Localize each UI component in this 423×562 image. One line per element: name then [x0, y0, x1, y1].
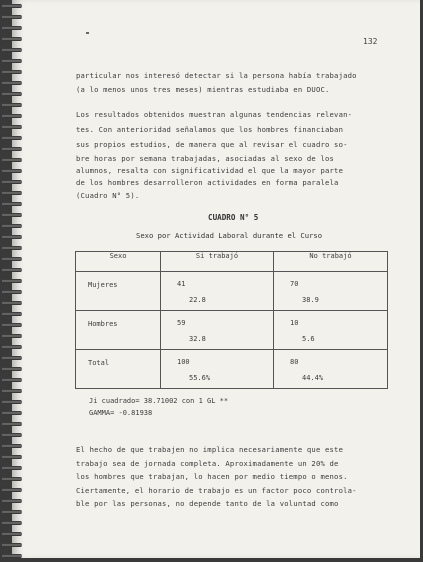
paragraph-2-line: alumnos, resalta con significatividad el que la mayor parte [76, 166, 344, 175]
paragraph-3-line: El hecho de que trabajen no implica necesariamente que este [76, 445, 344, 454]
binding-ring [2, 191, 22, 195]
table-cell [76, 311, 161, 350]
paragraph-1-line: particular nos interesó detectar si la persona había trabajado [76, 71, 357, 80]
paragraph-3-line: los hombres que trabajan, lo hacen por medio tiempo o menos. [76, 472, 348, 481]
binding-ring [2, 356, 22, 360]
binding-ring [2, 455, 22, 459]
paragraph-1-line: (a lo menos unos tres meses) mientras estudiaba en DUOC. [76, 85, 330, 94]
binding-ring [2, 26, 22, 30]
percent-value: 5.6 [302, 335, 315, 343]
binding-ring [2, 257, 22, 261]
binding-ring [2, 422, 22, 426]
paragraph-3-line: trabajo sea de jornada completa. Aproximadamente un 20% de [76, 459, 339, 468]
percent-value: 44.4% [302, 374, 324, 382]
binding-ring [2, 367, 22, 371]
data-table [75, 251, 388, 389]
binding-ring [2, 444, 22, 448]
count-value: 70 [290, 280, 299, 288]
row-label: Total [88, 359, 110, 367]
table-cell [161, 350, 274, 389]
table-caption: CUADRO N° 5 [208, 213, 259, 222]
column-header: Sexo [76, 252, 161, 272]
count-value: 41 [177, 280, 186, 288]
row-label: Mujeres [88, 281, 118, 289]
table-cell [274, 350, 388, 389]
binding-ring [2, 510, 22, 514]
binding-ring [2, 114, 22, 118]
document-page [12, 0, 420, 558]
binding-ring [2, 202, 22, 206]
table-row [76, 350, 388, 389]
percent-value: 22.8 [189, 296, 206, 304]
binding-ring [2, 477, 22, 481]
table-cell [161, 272, 274, 311]
binding-ring [2, 433, 22, 437]
count-value: 100 [177, 358, 190, 366]
binding-ring [2, 499, 22, 503]
percent-value: 55.6% [189, 374, 211, 382]
paragraph-3-line: ble por las personas, no depende tanto de la voluntad como [76, 499, 339, 508]
binding-ring [2, 268, 22, 272]
binding-ring [2, 378, 22, 382]
binding-ring [2, 224, 22, 228]
binding-ring [2, 147, 22, 151]
binding-ring [2, 59, 22, 63]
binding-ring [2, 213, 22, 217]
binding-ring [2, 488, 22, 492]
binding-ring [2, 81, 22, 85]
table-row [76, 272, 388, 311]
paragraph-2-line: de los hombres desarrolleron actividades en forma paralela [76, 178, 339, 187]
binding-ring [2, 466, 22, 470]
table-cell [274, 272, 388, 311]
count-value: 59 [177, 319, 186, 327]
binding-ring [2, 48, 22, 52]
binding-ring [2, 279, 22, 283]
paragraph-3-line: Ciertamente, el horario de trabajo es un factor poco controla- [76, 486, 357, 495]
binding-ring [2, 532, 22, 536]
binding-ring [2, 136, 22, 140]
binding-ring [2, 301, 22, 305]
binding-ring [2, 180, 22, 184]
column-header: Si trabajó [161, 252, 274, 272]
paragraph-2-line: sus propios estudios, de manera que al revisar el cuadro so- [76, 140, 348, 149]
binding-ring [2, 158, 22, 162]
binding-ring [2, 169, 22, 173]
binding-ring [2, 323, 22, 327]
table-header-row [76, 252, 388, 272]
paragraph-2-line: bre horas por semana trabajadas, asociadas al sexo de los [76, 154, 335, 163]
spiral-binding [0, 0, 24, 562]
paragraph-2-line: tes. Con anterioridad señalamos que los hombres financiaban [76, 125, 344, 134]
table-cell [274, 311, 388, 350]
column-header: No trabajó [274, 252, 388, 272]
paragraph-2-line: (Cuadro N° 5). [76, 191, 140, 200]
binding-ring [2, 345, 22, 349]
page-mark [86, 32, 89, 34]
binding-ring [2, 334, 22, 338]
binding-ring [2, 92, 22, 96]
binding-ring [2, 103, 22, 107]
chi-square-stat: Ji cuadrado= 38.71002 con 1 GL ** [89, 397, 229, 405]
percent-value: 38.9 [302, 296, 319, 304]
binding-ring [2, 15, 22, 19]
paragraph-2-line: Los resultados obtenidos muestran algunas tendencias relevan- [76, 110, 353, 119]
binding-ring [2, 312, 22, 316]
count-value: 80 [290, 358, 299, 366]
table-cell [161, 311, 274, 350]
percent-value: 32.8 [189, 335, 206, 343]
binding-ring [2, 543, 22, 547]
binding-ring [2, 125, 22, 129]
binding-ring [2, 4, 22, 8]
binding-ring [2, 389, 22, 393]
page-number: 132 [363, 37, 378, 46]
count-value: 10 [290, 319, 299, 327]
binding-ring [2, 411, 22, 415]
binding-ring [2, 70, 22, 74]
row-label: Hombres [88, 320, 118, 328]
binding-ring [2, 554, 22, 558]
table-row [76, 311, 388, 350]
binding-ring [2, 246, 22, 250]
binding-ring [2, 290, 22, 294]
table-subtitle: Sexo por Actividad Laboral durante el Curso [136, 231, 323, 240]
gamma-stat: GAMMA= -0.81938 [89, 409, 153, 417]
binding-ring [2, 37, 22, 41]
table-cell [76, 350, 161, 389]
binding-ring [2, 400, 22, 404]
binding-ring [2, 521, 22, 525]
table-cell [76, 272, 161, 311]
binding-ring [2, 235, 22, 239]
